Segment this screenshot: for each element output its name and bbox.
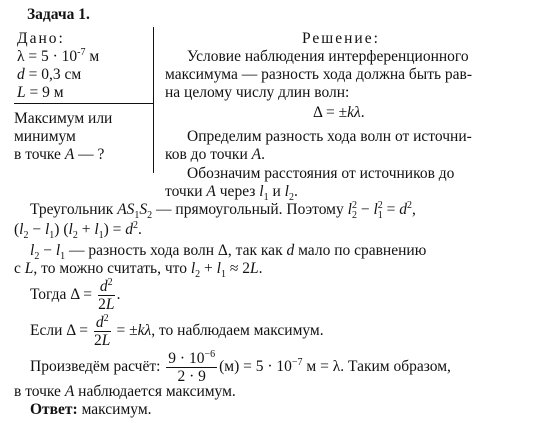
given-lambda: $\lambda = 5 \cdot 10^{-7}$ м — [17, 46, 100, 65]
solution-p3-line-1: Обозначим расстояния от источников до — [187, 165, 455, 182]
if-fraction: $\frac{d^2}{2L}$ — [94, 312, 111, 349]
solution-p2-line-2: ков до точки A. — [165, 146, 265, 163]
if-formula-line: Если Δ = $\frac{d^2}{2L}$ = ±kλ, то наблюдаем максимум. — [30, 312, 324, 349]
triangle-line: Треугольник $AS_1S_2$ — прямоугольный. Поэтому $l_2^2 - l_1^2 = d^2$, — [30, 199, 416, 222]
problem-title: Задача 1. — [27, 6, 90, 23]
solution-p2-line-1: Определим разность хода волн от источни- — [187, 128, 472, 145]
then-formula-line: Тогда Δ = $\frac{d^2}{2L}$ . — [30, 276, 121, 313]
solution-p1-line-3: на целому числу длин волн: — [165, 84, 350, 101]
given-L: L = 9 м — [17, 84, 64, 101]
find-line-3: в точке A — ? — [14, 146, 105, 163]
find-line-2: минимум — [14, 128, 76, 145]
solution-header: Решение: — [302, 30, 380, 47]
product-equation-line: $(l_2 - l_1) (l_2 + l_1) = d^2$. — [14, 219, 142, 242]
answer-line: Ответ: максимум. — [30, 401, 152, 418]
calc-fraction: $\frac{9 \cdot 10^{-6}}{2 \cdot 9}$ — [168, 348, 216, 385]
given-divider-horizontal — [14, 103, 154, 104]
given-header: Дано: — [17, 30, 65, 47]
path-difference-line-1: $l_2 - l_1$ — разность хода волн Δ, так как d мало по сравнению — [30, 242, 427, 263]
solution-p1-line-2: максимума — разность хода должна быть рав- — [165, 66, 473, 83]
then-fraction: $\frac{d^2}{2L}$ — [98, 276, 115, 313]
equation-path-difference: Δ = ±kλ. — [313, 104, 365, 121]
solution-p3-line-2: точки A через $l_1$ и $l_2$. — [165, 183, 298, 204]
given-divider-vertical — [153, 27, 154, 173]
calculation-line: Произведём расчёт: $\frac{9 \cdot 10^{-6}}{2 \cdot 9}$ $(м) = 5 \cdot 10^{-7}$ м = λ. Таким образом, — [30, 348, 451, 385]
solution-p1-line-1: Условие наблюдения интерференционного — [187, 48, 469, 65]
find-line-1: Максимум или — [14, 110, 113, 127]
path-difference-line-2: с L, то можно считать, что $l_2 + l_1 \approx 2L$. — [14, 260, 263, 281]
given-d: d = 0,3 см — [17, 66, 82, 83]
calculation-conclusion: в точке A наблюдается максимум. — [14, 383, 236, 400]
